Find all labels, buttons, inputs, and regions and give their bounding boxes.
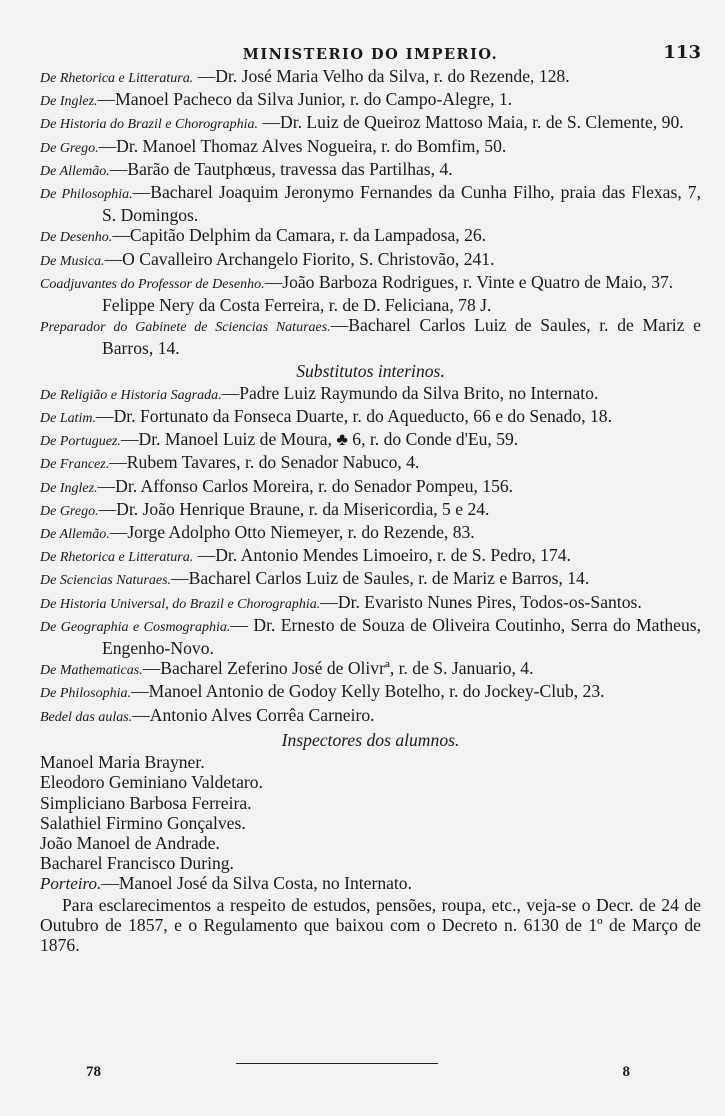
entry-label: De Musica. — [40, 253, 105, 269]
entry-text: —Bacharel Zeferino José de Olivrª, r. de S. Januario, 4. — [142, 658, 534, 679]
substituto-entry — [40, 476, 701, 499]
entry-label: De Mathematicas. — [40, 663, 143, 679]
substituto-entry — [40, 406, 701, 429]
entry-label: De Grego. — [40, 140, 99, 156]
substituto-entry — [40, 705, 701, 728]
substitutos-heading: Substitutos interinos. — [296, 360, 445, 381]
entry-text: —Manoel Antonio de Godoy Kelly Botelho, r. do Jockey-Club, 23. — [131, 681, 605, 702]
substituto-entry — [40, 429, 701, 452]
page-number: 113 — [663, 42, 701, 63]
entry-label: De Allemão. — [40, 527, 110, 543]
entry-text: —Padre Luiz Raymundo da Silva Brito, no Internato. — [221, 382, 599, 403]
entry-text: —Bacharel Carlos Luiz de Saules, r. de Mariz e Barros, 14. — [171, 568, 590, 589]
closing-paragraph: Para esclarecimentos a respeito de estudos, pensões, roupa, etc., veja-se o Decr. de 24 de Outubro de 1857, e o Regulamento que baixou com o Decreto n. 6130 de 1º de Março de 1876. — [40, 894, 701, 955]
entry-label: De Latim. — [40, 411, 96, 427]
running-head — [40, 40, 701, 66]
inspectores-heading: Inspectores dos alumnos. — [281, 729, 460, 750]
entry-label: De Historia Universal, do Brazil e Chorographia. — [40, 596, 321, 612]
entry-label: De Allemão. — [40, 163, 110, 179]
entry-label: De Philosophia. — [40, 187, 133, 203]
entry-label: De Portuguez. — [40, 434, 121, 450]
entry-label: De Religião e Historia Sagrada. — [40, 387, 222, 403]
entry-text: —Manoel Pacheco da Silva Junior, r. do Campo-Alegre, 1. — [97, 89, 513, 110]
entry-text: —Capitão Delphim da Camara, r. da Lampadosa, 26. — [112, 225, 487, 246]
entry-label: Preparador do Gabinete de Sciencias Naturaes. — [40, 320, 331, 336]
entry-label: De Historia do Brazil e Chorographia. — [40, 117, 259, 133]
entry-label: Coadjuvantes do Professor de Desenho. — [40, 276, 265, 292]
entry-text: —Bacharel Carlos Luiz de Saules, r. de Mariz e Barros, 14. — [102, 315, 701, 359]
entry-label: De Inglez. — [40, 480, 98, 496]
substituto-entry — [40, 499, 701, 522]
entry-text: — Dr. Ernesto de Souza de Oliveira Coutinho, Serra do Matheus, Engenho-Novo. — [102, 614, 701, 659]
entry-text: —Dr. Manoel Luiz de Moura, ♣ 6, r. do Conde d'Eu, 59. — [120, 429, 519, 450]
entry-text: —O Cavalleiro Archangelo Fiorito, S. Christovão, 241. — [104, 248, 495, 269]
substituto-entry — [40, 592, 701, 615]
entry-label: De Grego. — [40, 503, 99, 519]
entry-allemao — [40, 159, 701, 182]
entry-label: De Sciencias Naturaes. — [40, 573, 172, 589]
substituto-entry — [40, 452, 701, 475]
substituto-entry — [40, 658, 701, 681]
entry-text: —Dr. Manoel Thomaz Alves Nogueira, r. do Bomfim, 50. — [98, 135, 507, 156]
entry-text: —Dr. Luiz de Queiroz Mattoso Maia, r. de S. Clemente, 90. — [262, 112, 684, 133]
entry-text: —Dr. José Maria Velho da Silva, r. do Rezende, 128. — [197, 66, 570, 86]
entry-text: —Dr. Fortunato da Fonseca Duarte, r. do Aqueducto, 66 e do Senado, 18. — [96, 406, 612, 427]
running-title: MINISTERIO DO IMPERIO. — [242, 46, 499, 63]
entry-label: De Geographia e Cosmographia. — [40, 619, 231, 635]
entry-label: De Rhetorica e Litteratura. — [40, 550, 194, 566]
entry-text: —Jorge Adolpho Otto Niemeyer, r. do Rezende, 83. — [109, 522, 475, 543]
printer-signatures — [86, 1064, 630, 1086]
signature-mark-left: 78 — [86, 1064, 101, 1080]
entry-text: —Barão de Tautphœus, travessa das Partilhas, 4. — [109, 158, 453, 179]
entry-text: —Antonio Alves Corrêa Carneiro. — [132, 704, 375, 725]
entry-label: Bedel das aulas. — [40, 709, 133, 725]
inspector-name: Salathiel Firmino Gonçalves. — [40, 812, 246, 833]
entry-text: —Dr. João Henrique Braune, r. da Misericordia, 5 e 24. — [98, 498, 490, 519]
entry-label: De Desenho. — [40, 230, 113, 246]
entry-text: —Bacharel Joaquim Jeronymo Fernandes da Cunha Filho, praia das Flexas, 7, S. Domingos. — [102, 182, 701, 226]
entry-rhetorica — [40, 66, 701, 89]
substituto-entry — [40, 568, 701, 591]
body-text — [40, 66, 701, 955]
signature-mark-right: 8 — [622, 1064, 630, 1080]
entry-label: De Inglez. — [40, 94, 98, 110]
entry-coadjuvante-cont: Felippe Nery da Costa Ferreira, r. de D. Feliciana, 78 J. — [102, 295, 492, 316]
porteiro-entry — [40, 873, 701, 894]
substituto-entry — [40, 615, 701, 658]
entry-musica — [40, 249, 701, 272]
entry-historia-brazil — [40, 112, 701, 135]
entry-label: De Rhetorica e Litteratura. — [40, 71, 194, 86]
substituto-entry — [40, 383, 701, 406]
entry-preparador — [40, 315, 701, 358]
substituto-entry — [40, 545, 701, 568]
entry-text: —João Barboza Rodrigues, r. Vinte e Quatro de Maio, 37. — [264, 271, 674, 292]
inspector-name: Manoel Maria Brayner. — [40, 752, 205, 773]
entry-text: —Manoel José da Silva Costa, no Internato. — [101, 873, 413, 894]
entry-grego — [40, 136, 701, 159]
inspector-name: Simpliciano Barbosa Ferreira. — [40, 792, 252, 813]
entry-philosophia — [40, 182, 701, 225]
inspector-name: Eleodoro Geminiano Valdetaro. — [40, 772, 263, 793]
entry-inglez — [40, 89, 701, 112]
entry-coadjuvantes — [40, 272, 701, 295]
substituto-entry — [40, 522, 701, 545]
entry-text: —Rubem Tavares, r. do Senador Nabuco, 4. — [109, 452, 420, 473]
entry-text: —Dr. Antonio Mendes Limoeiro, r. de S. Pedro, 174. — [197, 545, 571, 566]
substituto-entry — [40, 681, 701, 704]
inspector-name: João Manoel de Andrade. — [40, 832, 220, 853]
entry-label: Porteiro. — [40, 874, 102, 894]
entry-text: —Dr. Evaristo Nunes Pires, Todos-os-Santos. — [320, 591, 642, 612]
entry-desenho — [40, 225, 701, 248]
inspector-name: Bacharel Francisco During. — [40, 853, 234, 874]
entry-label: De Francez. — [40, 457, 110, 473]
entry-text: —Dr. Affonso Carlos Moreira, r. do Senador Pompeu, 156. — [97, 475, 514, 496]
entry-label: De Philosophia. — [40, 686, 131, 702]
